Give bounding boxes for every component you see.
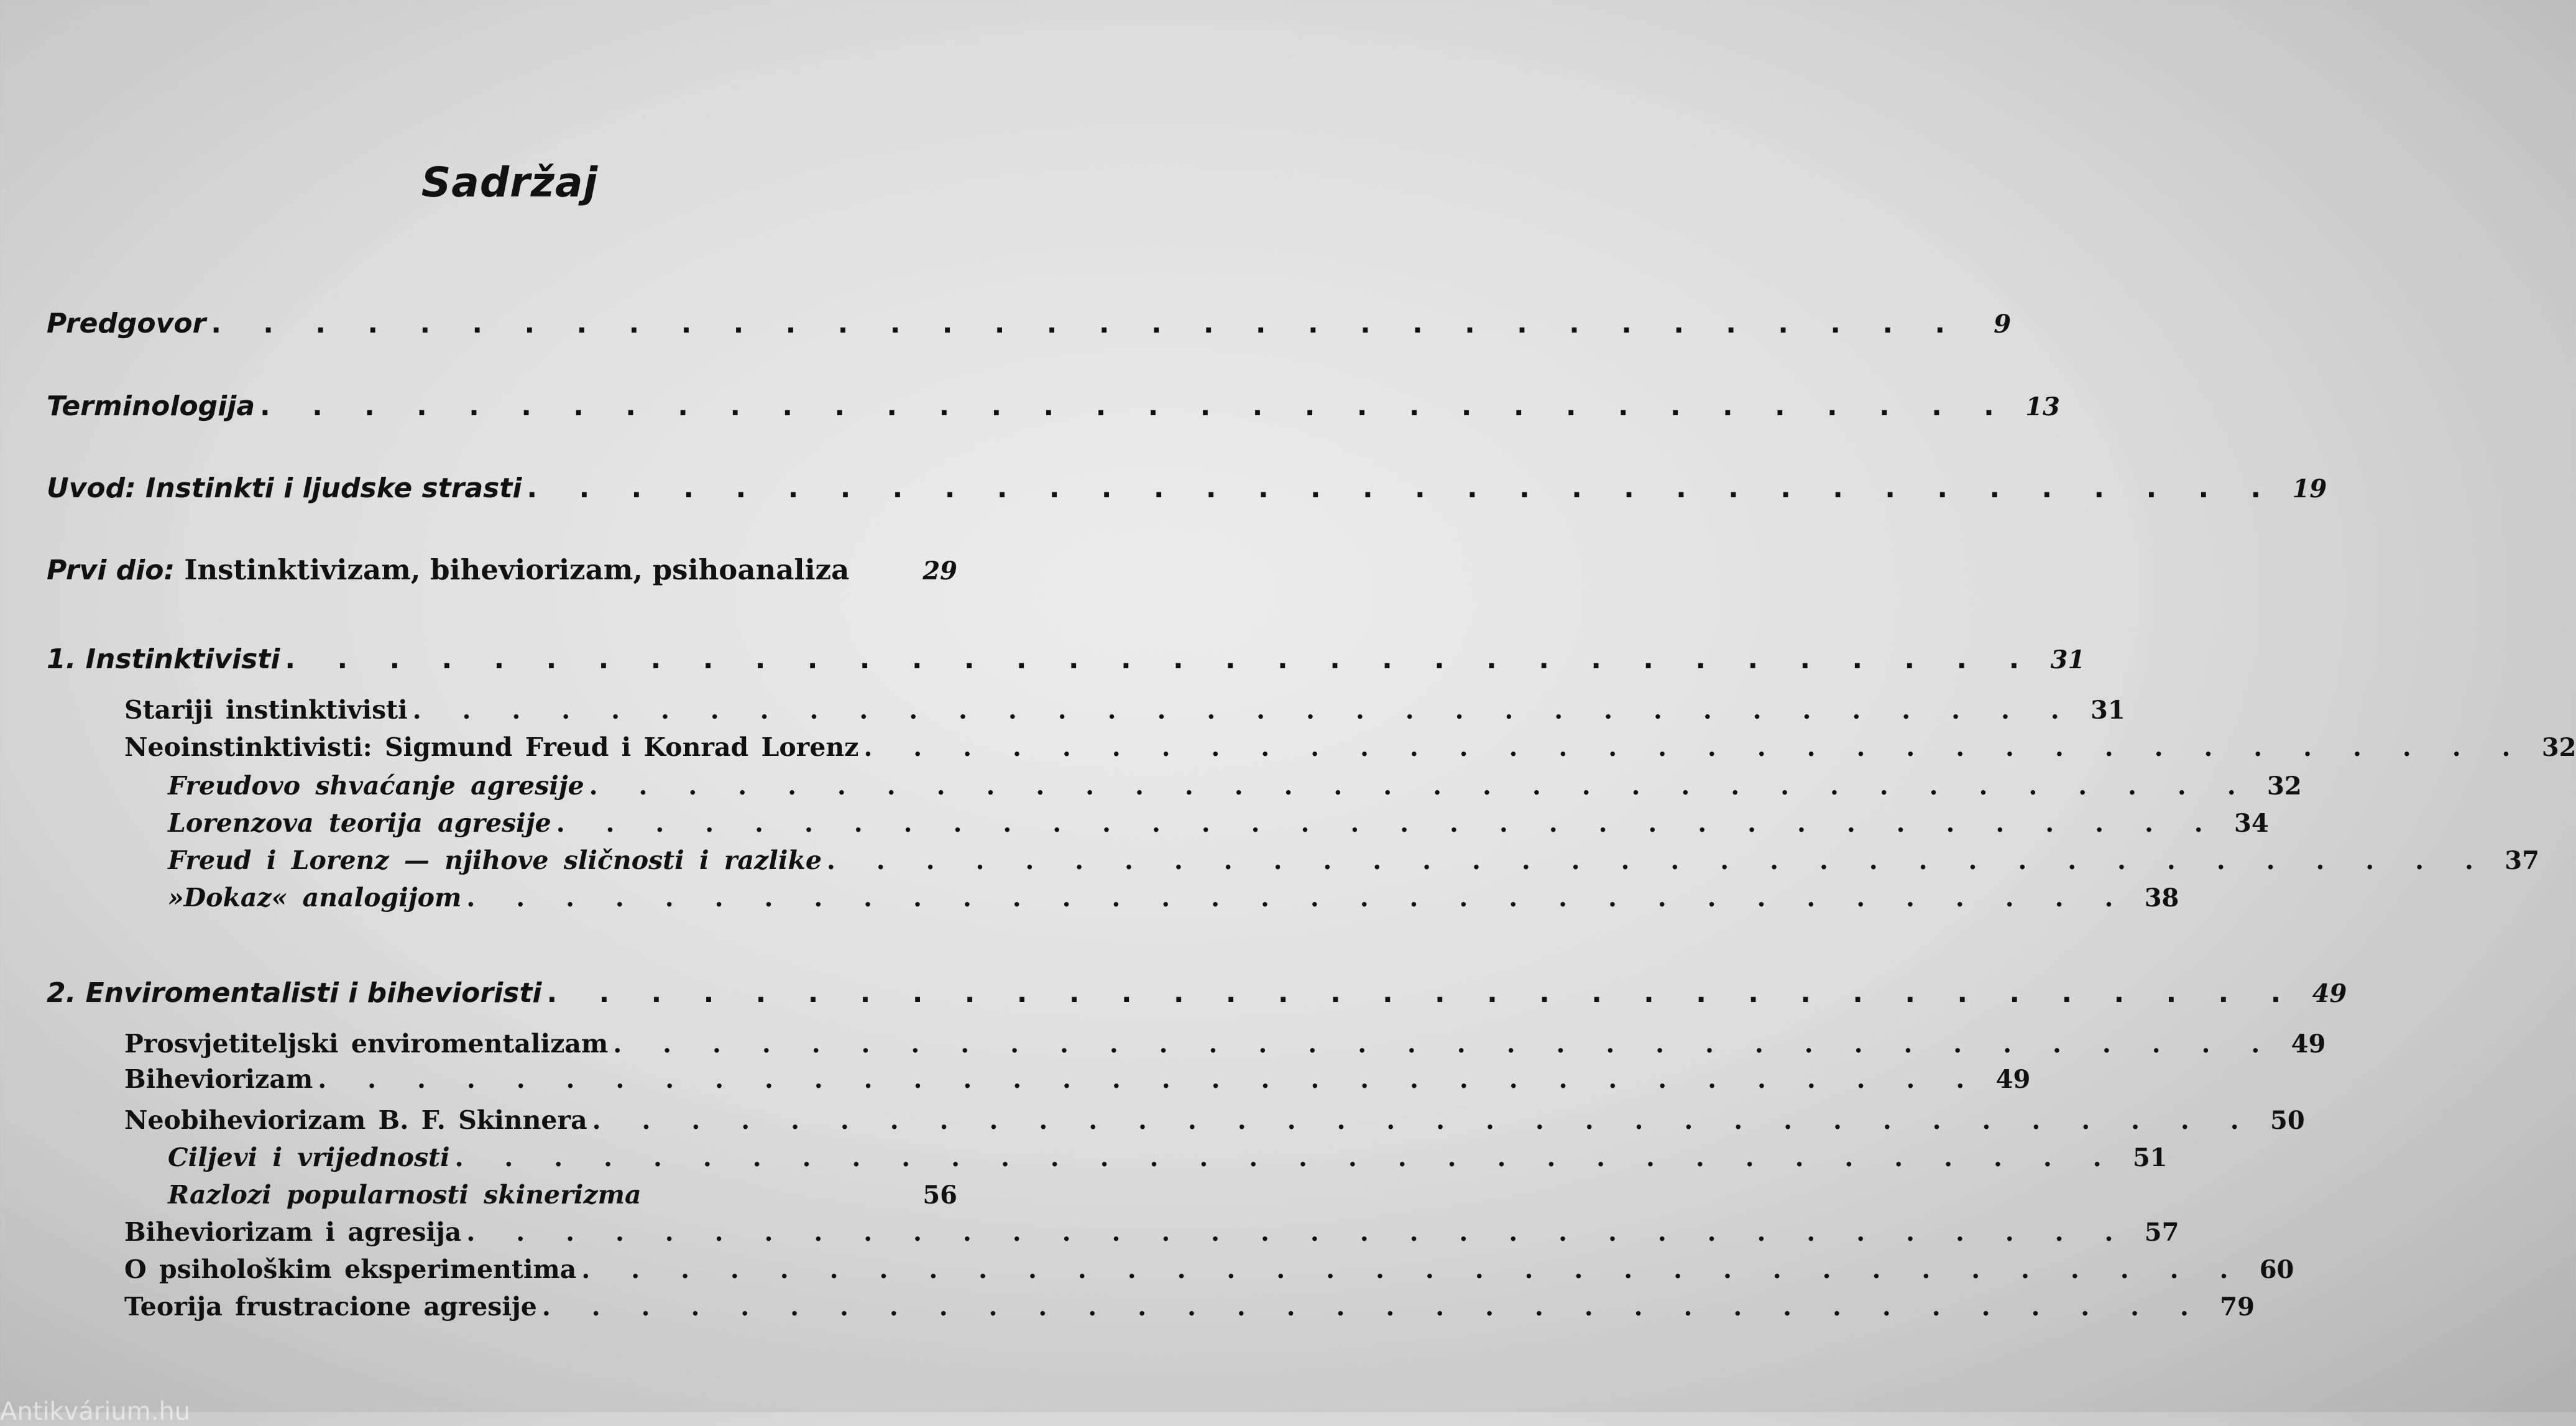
toc-entry-chapter-2 [47, 977, 2347, 1009]
toc-label: Biheviorizam i agresija [124, 1217, 462, 1247]
toc-page-number: 13 [2025, 392, 2060, 421]
toc-label: Freud i Lorenz — njihove sličnosti i razlike [168, 845, 822, 875]
toc-entry-terminologija [47, 390, 2060, 422]
toc-entry-subsection [47, 771, 2302, 801]
toc-entry-subsection [47, 845, 2539, 875]
toc-label: Ciljevi i vrijednosti [168, 1143, 450, 1172]
toc-entry-subsection [47, 883, 2179, 913]
toc-label: O psihološkim eksperimentima [124, 1254, 577, 1284]
page-title: Sadržaj [421, 159, 599, 206]
toc-page-number: 37 [2505, 846, 2539, 875]
toc-page-number: 32 [2541, 733, 2576, 762]
toc-page-number: 79 [2220, 1292, 2255, 1322]
toc-entry-predgovor [47, 308, 2012, 339]
dot-leader: . . . . . . . . . . . . . . . . . . . . . . . . . . . . . . . . . . [412, 696, 2076, 725]
toc-label: 1. Instinktivisti [47, 643, 280, 675]
toc-page-number: 31 [2050, 645, 2086, 674]
toc-entry-subsection [47, 1143, 2168, 1172]
dot-leader: . . . . . . . . . . . . . . . . . . . . . . . . . . . . . . . . . . [211, 308, 1962, 339]
toc-entry-section [47, 1217, 2179, 1247]
toc-entry-uvod [47, 472, 2327, 504]
toc-label: Prosvjetiteljski enviromentalizam [124, 1029, 609, 1059]
toc-label: »Dokaz« analogijom [168, 883, 462, 913]
dot-leader: . . . . . . . . . . . . . . . . . . . . . . . . . . . . . . . . . . [581, 1255, 2245, 1284]
toc-entry-section [47, 695, 2125, 725]
dot-leader: . . . . . . . . . . . . . . . . . . . . . . . . . . . . . . . . . . [546, 977, 2298, 1009]
dot-leader: . . . . . . . . . . . . . . . . . . . . . . . . . . . . . . . . . . [454, 1143, 2118, 1172]
toc-entry-chapter-1 [47, 643, 2086, 675]
toc-label: 2. Enviromentalisti i bihevioristi [47, 977, 542, 1009]
toc-label: Freudovo shvaćanje agresije [168, 771, 584, 801]
toc-page-number: 51 [2132, 1143, 2168, 1172]
toc-label: Predgovor [47, 308, 206, 339]
toc-label: Lorenzova teorija agresije [168, 808, 551, 838]
toc-label: Terminologija [47, 390, 255, 422]
toc-page-number: 56 [922, 1180, 957, 1210]
dot-leader: . . . . . . . . . . . . . . . . . . . . . . . . . . . . . . . . . . [541, 1292, 2205, 1322]
toc-page-number: 34 [2234, 809, 2269, 838]
dot-leader: . . . . . . . . . . . . . . . . . . . . . . . . . . . . . . . . . . [466, 883, 2130, 913]
dot-leader: . . . . . . . . . . . . . . . . . . . . . . . . . . . . . . . . . . [589, 771, 2252, 801]
toc-page-number: 38 [2144, 883, 2179, 913]
toc-entry-section [47, 1029, 2326, 1059]
watermark: Antikvárium.hu [0, 1397, 191, 1426]
toc-page-number: 32 [2267, 771, 2302, 801]
dot-leader: . . . . . . . . . . . . . . . . . . . . . . . . . . . . . . . . . . [285, 643, 2036, 675]
dot-leader: . . . . . . . . . . . . . . . . . . . . . . . . . . . . . . . . . . [826, 846, 2490, 875]
dot-leader: . . . . . . . . . . . . . . . . . . . . . . . . . . . . . . . . . . [556, 809, 2219, 838]
toc-page-number: 50 [2270, 1106, 2305, 1135]
toc-label: Neoinstinktivisti: Sigmund Freud i Konrad Lorenz [124, 732, 859, 762]
toc-label: Neobiheviorizam B. F. Skinnera [124, 1105, 587, 1135]
dot-leader: . . . . . . . . . . . . . . . . . . . . . . . . . . . . . . . . . . [592, 1106, 2255, 1135]
toc-entry-subsection [47, 1180, 957, 1210]
toc-page-number: 19 [2292, 474, 2327, 504]
toc-entry-section [47, 1064, 2031, 1094]
toc-label: Razlozi popularnosti skinerizma [168, 1180, 642, 1210]
toc-page-number: 57 [2144, 1218, 2179, 1247]
toc-entry-subsection [47, 808, 2269, 838]
toc-entry-section [47, 732, 2576, 762]
toc-label: Uvod: Instinkti i ljudske strasti [47, 472, 522, 504]
dot-leader: . . . . . . . . . . . . . . . . . . . . . . . . . . . . . . . . . . [260, 390, 2010, 422]
toc-entry-section [47, 1105, 2305, 1135]
dot-leader: . . . . . . . . . . . . . . . . . . . . . . . . . . . . . . . . . . [466, 1218, 2130, 1247]
toc-entry-section [47, 1292, 2255, 1322]
toc-page-number: 49 [2312, 979, 2347, 1008]
toc-page-number: 29 [922, 556, 957, 586]
toc-page-number: 9 [1994, 310, 2012, 339]
toc-label: Stariji instinktivisti [124, 695, 408, 725]
dot-leader: . . . . . . . . . . . . . . . . . . . . . . . . . . . . . . . . . . [527, 472, 2278, 504]
toc-page-number: 49 [1995, 1065, 2031, 1094]
toc-page-number: 31 [2091, 696, 2125, 725]
toc-page-number: 49 [2291, 1029, 2326, 1059]
toc-entry-section [47, 1254, 2294, 1284]
part-prefix: Prvi dio: [47, 554, 175, 586]
dot-leader: . . . . . . . . . . . . . . . . . . . . . . . . . . . . . . . . . . [318, 1065, 1981, 1094]
dot-leader: . . . . . . . . . . . . . . . . . . . . . . . . . . . . . . . . . . [613, 1029, 2276, 1059]
toc-entry-prvi-dio [47, 553, 957, 586]
toc-label: Teorija frustracione agresije [124, 1292, 537, 1322]
dot-leader: . . . . . . . . . . . . . . . . . . . . . . . . . . . . . . . . . . [863, 733, 2527, 762]
part-title: Instinktivizam, biheviorizam, psihoanaliza [184, 553, 850, 586]
toc-label [47, 553, 854, 586]
toc-page-number: 60 [2259, 1255, 2294, 1284]
toc-label: Biheviorizam [124, 1064, 313, 1094]
